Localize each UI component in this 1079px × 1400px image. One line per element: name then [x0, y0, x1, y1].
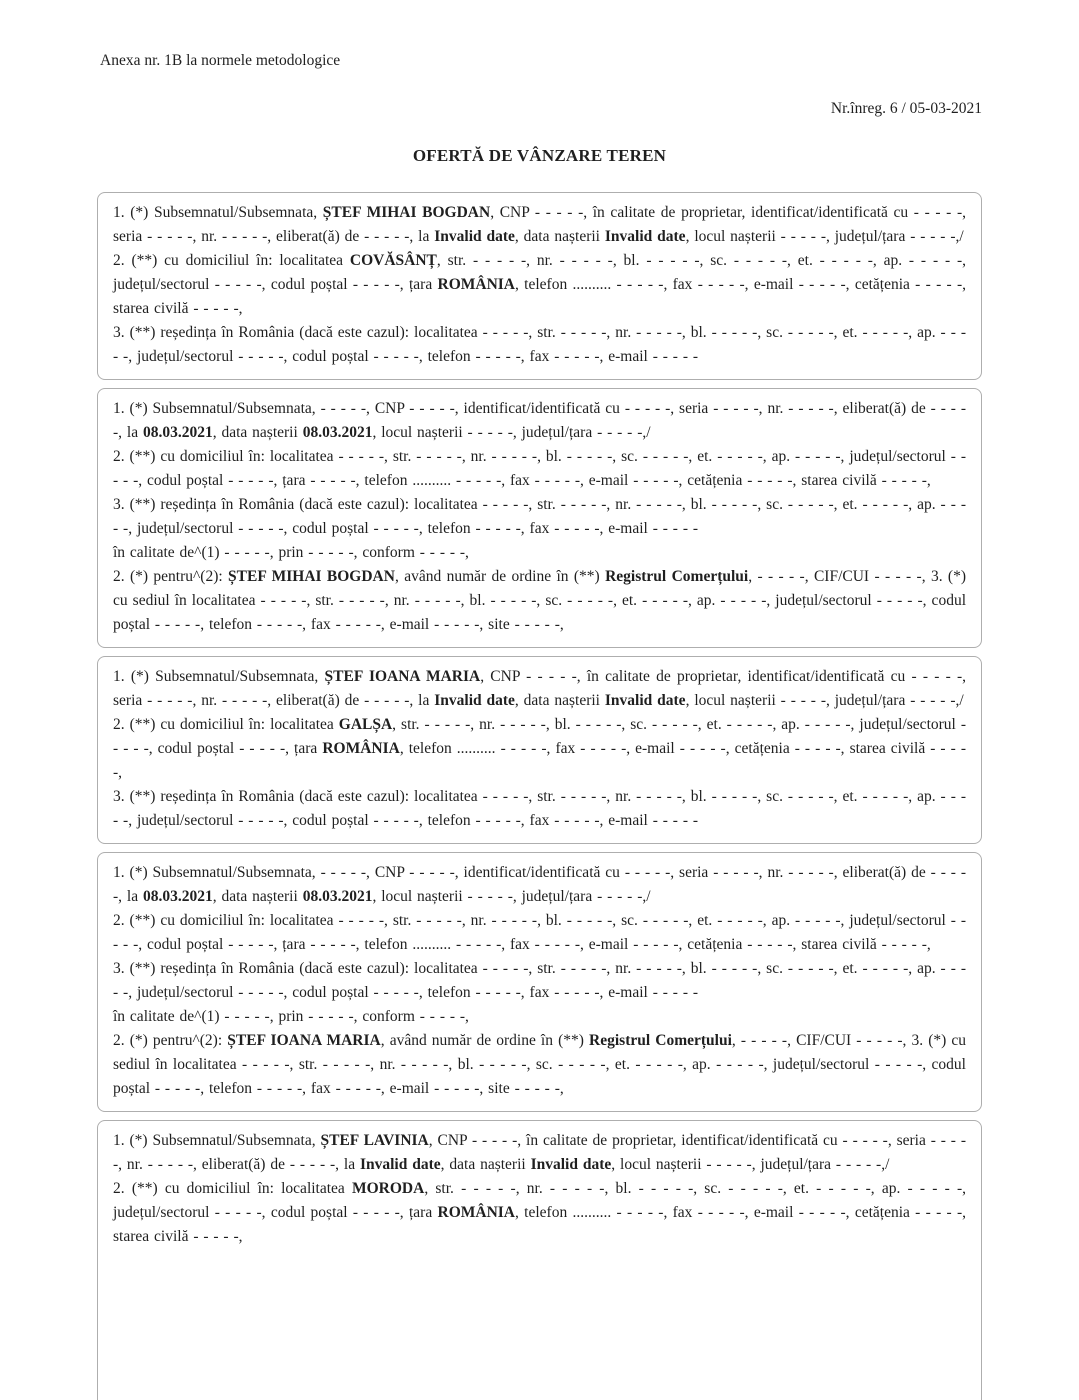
text-run: în calitate de^(1) - - - - -, prin - - - - -, conform - - - - -,	[113, 1008, 469, 1025]
text-run: 3. (**) reședința în România (dacă este cazul): localitatea - - - - -, str. - - - - -, nr. - - - - -, bl. - - - - -, sc. - - - - -, et. - - - - -, ap. - - - - -, județul/sectorul - - - - -, codul poștal - - - - -, telefon - - - - -, fax - - - - -, e-mail - - - - -	[113, 324, 966, 365]
form-paragraph	[113, 1029, 966, 1101]
form-paragraph	[113, 445, 966, 493]
text-run: 1. (*) Subsemnatul/Subsemnata,	[113, 1132, 321, 1149]
offer-section-3	[97, 656, 982, 844]
text-run: , telefon .......... - - - - -, fax - - - - -, e-mail - - - - -, cetățenia - - - - -, starea civilă - - - - -,	[113, 1204, 967, 1245]
bold-text-run: ROMÂNIA	[437, 276, 515, 293]
text-run: , având număr de ordine în (**)	[394, 568, 606, 585]
text-run: 2. (**) cu domiciliul în: localitatea - - - - -, str. - - - - -, nr. - - - - -, bl. - - - - -, sc. - - - - -, et. - - - - -, ap. - - - - -, județul/sectorul - - - - -, codul poștal - - - - -, țara - - - - -, telefon .......... - - - - -, fax - - - - -, e-mail - - - - -, cetățenia - - - - -, starea civilă - - - - -,	[113, 912, 966, 953]
bold-text-run: COVĂSÂNȚ	[349, 252, 437, 269]
bold-text-run: ȘTEF MIHAI BOGDAN	[322, 204, 491, 221]
text-run: , CNP - - - - -, în calitate de proprietar, identificat/identificată cu - - - - -, seria - - - - -, nr. - - - - -, eliberat(ă) de - - - - -, la	[113, 204, 967, 245]
text-run: în calitate de^(1) - - - - -, prin - - - - -, conform - - - - -,	[113, 544, 469, 561]
text-run: , telefon .......... - - - - -, fax - - - - -, e-mail - - - - -, cetățenia - - - - -, starea civilă - - - - -,	[113, 276, 967, 317]
form-paragraph	[113, 785, 966, 833]
bold-text-run: MORODA	[352, 1180, 425, 1197]
form-paragraph	[113, 565, 966, 637]
form-paragraph	[113, 1005, 966, 1029]
form-paragraph	[113, 713, 966, 785]
text-run: , - - - - -, CIF/CUI - - - - -, 3. (*) cu sediul în localitatea - - - - -, str. - - - - -, nr. - - - - -, bl. - - - - -, sc. - - - - -, et. - - - - -, ap. - - - - -, județul/sectorul - - - - -, codul poștal - - - - -, telefon - - - - -, fax - - - - -, e-mail - - - - -, site - - - - -,	[113, 568, 967, 633]
offer-section-4	[97, 852, 982, 1112]
bold-text-run: ȘTEF MIHAI BOGDAN	[228, 568, 395, 585]
bold-text-run: Invalid date	[434, 228, 515, 245]
text-run: 2. (**) cu domiciliul în: localitatea	[113, 1180, 352, 1197]
text-run: 1. (*) Subsemnatul/Subsemnata,	[113, 668, 325, 685]
form-paragraph	[113, 1129, 966, 1177]
bold-text-run: Invalid date	[530, 1156, 612, 1173]
form-paragraph	[113, 665, 966, 713]
text-run: 3. (**) reședința în România (dacă este cazul): localitatea - - - - -, str. - - - - -, nr. - - - - -, bl. - - - - -, sc. - - - - -, et. - - - - -, ap. - - - - -, județul/sectorul - - - - -, codul poștal - - - - -, telefon - - - - -, fax - - - - -, e-mail - - - - -	[113, 788, 966, 829]
text-run: , data nașterii	[514, 228, 605, 245]
text-run: , data nașterii	[212, 424, 303, 441]
text-run: , CNP - - - - -, în calitate de proprietar, identificat/identificată cu - - - - -, seria - - - - -, nr. - - - - -, eliberat(ă) de - - - - -, la	[113, 668, 967, 709]
bold-text-run: ȘTEF LAVINIA	[320, 1132, 429, 1149]
text-run: , - - - - -, CIF/CUI - - - - -, 3. (*) cu sediul în localitatea - - - - -, str. - - - - -, nr. - - - - -, bl. - - - - -, sc. - - - - -, et. - - - - -, ap. - - - - -, județul/sectorul - - - - -, codul poștal - - - - -, telefon - - - - -, fax - - - - -, e-mail - - - - -, site - - - - -,	[113, 1032, 967, 1097]
bold-text-run: Invalid date	[604, 692, 686, 709]
text-run: , locul nașterii - - - - -, județul/țara - - - - -,/	[611, 1156, 890, 1173]
text-run: , locul nașterii - - - - -, județul/țara - - - - -,/	[372, 424, 651, 441]
bold-text-run: 08.03.2021	[302, 888, 373, 905]
text-run: , data nașterii	[212, 888, 303, 905]
bold-text-run: ȘTEF IOANA MARIA	[324, 668, 481, 685]
bold-text-run: Registrul Comerțului	[589, 1032, 732, 1049]
form-paragraph	[113, 493, 966, 541]
text-run: , locul nașterii - - - - -, județul/țara - - - - -,/	[372, 888, 651, 905]
form-paragraph	[113, 909, 966, 957]
text-run: 2. (**) cu domiciliul în: localitatea - - - - -, str. - - - - -, nr. - - - - -, bl. - - - - -, sc. - - - - -, et. - - - - -, ap. - - - - -, județul/sectorul - - - - -, codul poștal - - - - -, țara - - - - -, telefon .......... - - - - -, fax - - - - -, e-mail - - - - -, cetățenia - - - - -, starea civilă - - - - -,	[113, 448, 966, 489]
text-run: 3. (**) reședința în România (dacă este cazul): localitatea - - - - -, str. - - - - -, nr. - - - - -, bl. - - - - -, sc. - - - - -, et. - - - - -, ap. - - - - -, județul/sectorul - - - - -, codul poștal - - - - -, telefon - - - - -, fax - - - - -, e-mail - - - - -	[113, 960, 966, 1001]
bold-text-run: GALȘA	[338, 716, 393, 733]
offer-section-2	[97, 388, 982, 648]
text-run: 1. (*) Subsemnatul/Subsemnata,	[113, 204, 323, 221]
text-run: 1. (*) Subsemnatul/Subsemnata, - - - - -, CNP - - - - -, identificat/identificată cu - - - - -, seria - - - - -, nr. - - - - -, eliberat(ă) de - - - - -, la	[113, 864, 966, 905]
form-paragraph	[113, 397, 966, 445]
bold-text-run: 08.03.2021	[142, 888, 213, 905]
bold-text-run: 08.03.2021	[142, 424, 213, 441]
text-run: , locul nașterii - - - - -, județul/țara - - - - -,/	[685, 228, 964, 245]
offer-section-5	[97, 1120, 982, 1400]
bold-text-run: Registrul Comerțului	[605, 568, 749, 585]
bold-text-run: Invalid date	[604, 228, 686, 245]
annex-note: Anexa nr. 1B la normele metodologice	[100, 52, 341, 69]
text-run: 3. (**) reședința în România (dacă este cazul): localitatea - - - - -, str. - - - - -, nr. - - - - -, bl. - - - - -, sc. - - - - -, et. - - - - -, ap. - - - - -, județul/sectorul - - - - -, codul poștal - - - - -, telefon - - - - -, fax - - - - -, e-mail - - - - -	[113, 496, 966, 537]
text-run: , str. - - - - -, nr. - - - - -, bl. - - - - -, sc. - - - - -, et. - - - - -, ap. - - - - -, județul/sectorul - - - - -, codul poștal - - - - -, țara	[113, 252, 966, 293]
form-paragraph	[113, 541, 966, 565]
text-run: , str. - - - - -, nr. - - - - -, bl. - - - - -, sc. - - - - -, et. - - - - -, ap. - - - - -, județul/sectorul - - - - -, codul poștal - - - - -, țara	[113, 1180, 966, 1221]
form-paragraph	[113, 249, 966, 321]
bold-text-run: 08.03.2021	[302, 424, 373, 441]
offer-section-1	[97, 192, 982, 380]
text-run: , data nașterii	[440, 1156, 531, 1173]
text-run: , locul nașterii - - - - -, județul/țara - - - - -,/	[685, 692, 964, 709]
bold-text-run: Invalid date	[434, 692, 515, 709]
text-run: 2. (*) pentru^(2):	[113, 568, 229, 585]
offer-sections-container	[97, 192, 982, 1400]
page-title: OFERTĂ DE VÂNZARE TEREN	[412, 146, 667, 165]
bold-text-run: ROMÂNIA	[322, 740, 400, 757]
form-paragraph	[113, 1177, 966, 1249]
text-run: , având număr de ordine în (**)	[380, 1032, 590, 1049]
text-run: 2. (*) pentru^(2):	[113, 1032, 228, 1049]
bold-text-run: Invalid date	[359, 1156, 441, 1173]
form-paragraph	[113, 321, 966, 369]
text-run: 1. (*) Subsemnatul/Subsemnata, - - - - -, CNP - - - - -, identificat/identificată cu - - - - -, seria - - - - -, nr. - - - - -, eliberat(ă) de - - - - -, la	[113, 400, 966, 441]
bold-text-run: ROMÂNIA	[437, 1204, 515, 1221]
form-paragraph	[113, 201, 966, 249]
text-run: 2. (**) cu domiciliul în: localitatea	[113, 252, 350, 269]
text-run: , str. - - - - -, nr. - - - - -, bl. - - - - -, sc. - - - - -, et. - - - - -, ap. - - - - -, județul/sectorul - - - - -, codul poștal - - - - -, țara	[113, 716, 966, 757]
bold-text-run: ȘTEF IOANA MARIA	[227, 1032, 381, 1049]
form-paragraph	[113, 861, 966, 909]
registration-number: Nr.înreg. 6 / 05-03-2021	[830, 100, 982, 117]
text-run: , CNP - - - - -, în calitate de proprietar, identificat/identificată cu - - - - -, seria - - - - -, nr. - - - - -, eliberat(ă) de - - - - -, la	[113, 1132, 966, 1173]
form-paragraph	[113, 957, 966, 1005]
text-run: , data nașterii	[514, 692, 605, 709]
text-run: , telefon .......... - - - - -, fax - - - - -, e-mail - - - - -, cetățenia - - - - -, starea civilă - - - - -,	[113, 740, 966, 781]
text-run: 2. (**) cu domiciliul în: localitatea	[113, 716, 339, 733]
